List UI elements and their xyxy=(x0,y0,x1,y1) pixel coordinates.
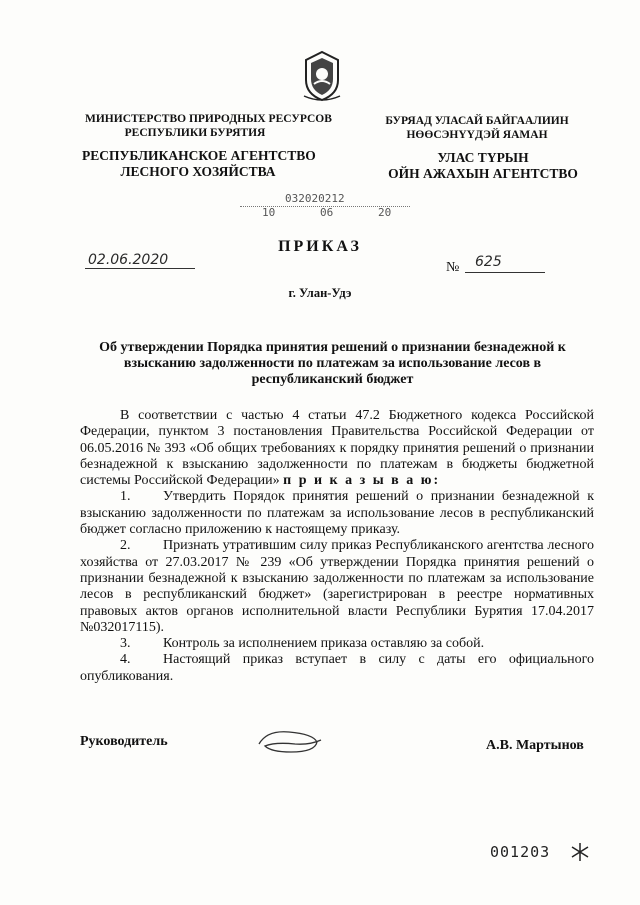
document-title: ПРИКАЗ xyxy=(278,238,362,255)
item-number: 3. xyxy=(120,636,131,652)
stamp-day: 10 xyxy=(262,206,276,219)
agency-name-ru-line2: ЛЕСНОГО ХОЗЯЙСТВА xyxy=(120,164,276,179)
agency-name-bua-line1: УЛАС ТҮРЫН xyxy=(437,150,529,165)
ministry-name-ru: МИНИСТЕРСТВО ПРИРОДНЫХ РЕСУРСОВ xyxy=(85,113,332,125)
list-item xyxy=(80,538,594,636)
order-subject: Об утверждении Порядка принятия решений о признании безнадежной к взысканию задолженности по платежам за использование лесов в республиканский бюджет xyxy=(99,340,566,387)
item-text: Настоящий приказ вступает в силу с даты его официального опубликования. xyxy=(80,652,594,684)
item-text: Признать утратившим силу приказ Республиканского агентства лесного хозяйства от 27.03.2017 № 239 «Об утверждении Порядка принятия решений о признании безнадежной к взысканию задолженности по платежам за использование лесов в республиканский бюджет» (зарегистрирован в реестре нормативных правовых актов органов исполнительной власти Республики Бурятия 17.04.2017 №032017115). xyxy=(80,538,594,635)
item-text: Утвердить Порядок принятия решений о признании безнадежной к взысканию задолженности по платежам за использование лесов в республиканский бюджет согласно приложению к настоящему приказу. xyxy=(80,489,594,538)
preamble-text: В соответствии с частью 4 статьи 47.2 Бюджетного кодекса Российской Федерации, пунктом 3 постановления Правительства Российской Федерации от 06.05.2016 № 393 «Об общих требованиях к порядку принятия решений о признании безнадежной к взысканию задолженности по платежам в бюджеты бюджетной системы Российской Федерации» xyxy=(80,408,594,489)
order-word: п р и к а з ы в а ю: xyxy=(283,473,441,489)
preamble-paragraph xyxy=(80,408,594,489)
order-date: 02.06.2020 xyxy=(88,252,169,268)
registration-number: 032020212 xyxy=(285,192,345,205)
signatory-name: А.В. Мартынов xyxy=(486,738,584,753)
number-label: № xyxy=(446,260,460,275)
item-number: 1. xyxy=(120,489,131,505)
agency-name-ru-line1: РЕСПУБЛИКАНСКОЕ АГЕНТСТВО xyxy=(82,148,316,163)
order-body xyxy=(80,408,594,685)
ministry-region-bua: НӨӨСЭНҮҮДЭЙ ЯАМАН xyxy=(406,129,548,141)
star-mark-icon xyxy=(570,842,590,862)
list-item xyxy=(80,489,594,538)
date-underline xyxy=(85,268,195,269)
serial-number: 001203 xyxy=(490,843,551,861)
number-underline xyxy=(465,272,545,273)
item-number: 2. xyxy=(120,538,131,554)
ministry-region-ru: РЕСПУБЛИКИ БУРЯТИЯ xyxy=(124,127,266,139)
order-number: 625 xyxy=(475,254,502,270)
handwritten-signature xyxy=(255,722,325,758)
item-text: Контроль за исполнением приказа оставляю за собой. xyxy=(163,636,485,652)
ministry-name-bua: БУРЯАД УЛАСАЙ БАЙГААЛИИН xyxy=(385,115,569,127)
list-item xyxy=(80,636,594,652)
stamp-month: 06 xyxy=(320,206,334,219)
city: г. Улан-Удэ xyxy=(288,286,352,300)
list-item xyxy=(80,652,594,685)
agency-name-bua-line2: ОЙН АЖАХЫН АГЕНТСТВО xyxy=(388,166,578,181)
item-number: 4. xyxy=(120,652,131,668)
signatory-position: Руководитель xyxy=(80,734,168,749)
stamp-year: 20 xyxy=(378,206,392,219)
emblem-icon xyxy=(300,50,344,102)
